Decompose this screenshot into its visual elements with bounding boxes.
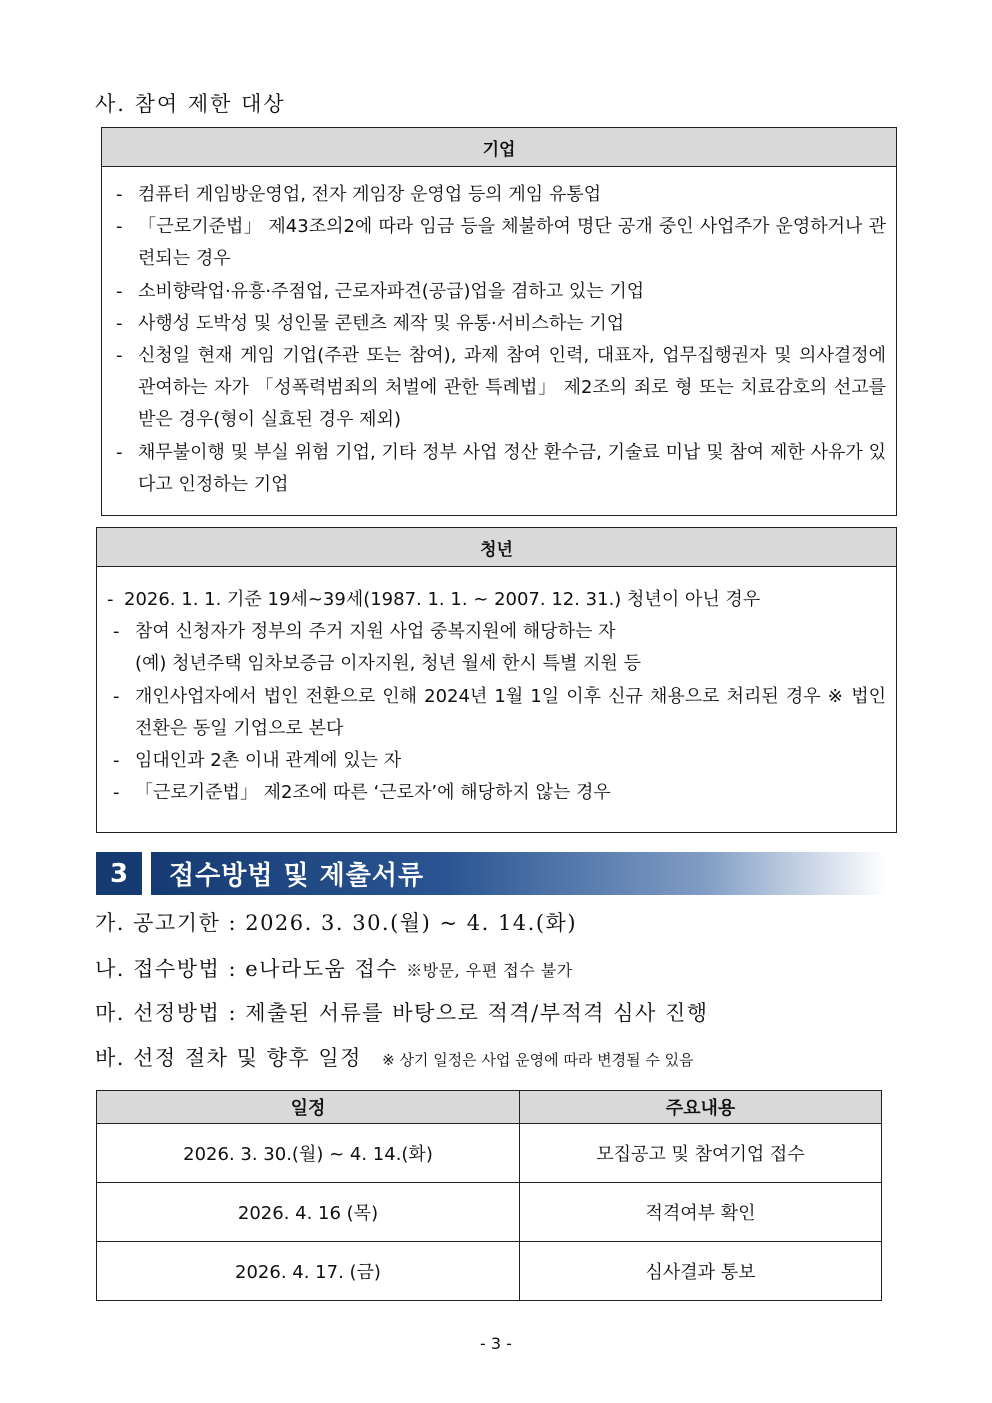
company-restriction-item-text: 「근로기준법」 제43조의2에 따라 임금 등을 체불하여 명단 공개 중인 사업주가 운영하거나 관련되는 경우 [138, 216, 886, 270]
submission-method-note: ※방문, 우편 접수 불가 [406, 961, 573, 980]
selection-procedure-note: ※ 상기 일정은 사업 운영에 따라 변경될 수 있음 [382, 1051, 694, 1069]
submission-method [95, 953, 573, 983]
schedule-date: 2026. 4. 17. (금) [97, 1242, 520, 1301]
schedule-content: 적격여부 확인 [520, 1183, 882, 1242]
youth-restriction-item-text: 「근로기준법」 제2조에 따른 ‘근로자’에 해당하지 않는 경우 [135, 782, 611, 804]
youth-restriction-item-text: 참여 신청자가 정부의 주거 지원 사업 중복지원에 해당하는 자 (예) 청년주택 임차보증금 이자지원, 청년 월세 한시 특별 지원 등 [135, 621, 641, 675]
section-banner [96, 852, 886, 895]
company-restriction-item-text: 컴퓨터 게임방운영업, 전자 게임장 운영업 등의 게임 유통업 [138, 184, 602, 205]
company-restriction-item: - 사행성 도박성 및 성인물 콘텐츠 제작 및 유통·서비스하는 기업 [116, 308, 886, 340]
youth-restriction-item-text: 개인사업자에서 법인 전환으로 인해 2024년 1월 1일 이후 신규 채용으로 처리된 경우 ※ 법인 전환은 동일 기업으로 본다 [135, 685, 886, 739]
section-heading: 사. 참여 제한 대상 [95, 92, 286, 116]
youth-restriction-box [96, 527, 897, 833]
company-restriction-item-text: 채무불이행 및 부실 위험 기업, 기타 정부 사업 정산 환수금, 기술료 미납 및 참여 제한 사유가 있다고 인정하는 기업 [138, 441, 886, 495]
selection-method: 마. 선정방법 : 제출된 서류를 바탕으로 적격/부적격 심사 진행 [95, 1001, 709, 1025]
company-restriction-item: - 소비향락업·유흥·주점업, 근로자파견(공급)업을 겸하고 있는 기업 [116, 276, 886, 308]
youth-restriction-item-text: 임대인과 2촌 이내 관계에 있는 자 [135, 750, 402, 772]
company-box-title: 기업 [102, 128, 896, 167]
company-restriction-box [101, 127, 897, 516]
schedule-header-row [97, 1091, 882, 1124]
company-restriction-item-text: 신청일 현재 게임 기업(주관 또는 참여), 과제 참여 인력, 대표자, 업무집행권자 및 의사결정에 관여하는 자가 「성폭력범죄의 처벌에 관한 특례법」 제2조의 죄로 형 또는 치료감호의 선고를 받은 경우(형이 실효된 경우 제외) [138, 345, 886, 431]
company-restriction-item-text: 소비향락업·유흥·주점업, 근로자파견(공급)업을 겸하고 있는 기업 [138, 280, 645, 302]
selection-procedure-text: 바. 선정 절차 및 향후 일정 [95, 1046, 362, 1070]
schedule-date: 2026. 4. 16 (목) [97, 1183, 520, 1242]
youth-restriction-item: - 참여 신청자가 정부의 주거 지원 사업 중복지원에 해당하는 자 (예) 청년주택 임차보증금 이자지원, 청년 월세 한시 특별 지원 등 [113, 616, 886, 680]
announcement-period: 가. 공고기한 : 2026. 3. 30.(월) ~ 4. 14.(화) [95, 911, 578, 935]
youth-box-title: 청년 [97, 528, 896, 567]
schedule-content: 심사결과 통보 [520, 1242, 882, 1301]
youth-restriction-item: - 「근로기준법」 제2조에 따른 ‘근로자’에 해당하지 않는 경우 [113, 777, 886, 809]
youth-restriction-item: - 개인사업자에서 법인 전환으로 인해 2024년 1월 1일 이후 신규 채용으로 처리된 경우 ※ 법인 전환은 동일 기업으로 본다 [113, 681, 886, 745]
section-number: 3 [96, 852, 142, 895]
schedule-date: 2026. 3. 30.(월) ~ 4. 14.(화) [97, 1124, 520, 1183]
company-restriction-item: - 컴퓨터 게임방운영업, 전자 게임장 운영업 등의 게임 유통업 [116, 179, 886, 211]
company-restriction-list [102, 167, 896, 501]
table-row [97, 1242, 882, 1301]
table-row [97, 1183, 882, 1242]
youth-intro-text: 2026. 1. 1. 기준 19세~39세(1987. 1. 1. ~ 2007. 12. 31.) 청년이 아닌 경우 [124, 589, 761, 610]
schedule-header-date: 일정 [97, 1091, 520, 1124]
section-title: 접수방법 및 제출서류 [151, 852, 886, 895]
company-restriction-item: - 신청일 현재 게임 기업(주관 또는 참여), 과제 참여 인력, 대표자, 업무집행권자 및 의사결정에 관여하는 자가 「성폭력범죄의 처벌에 관한 특례법」 제2조의 죄로 형 또는 치료감호의 선고를 받은 경우(형이 실효된 경우 제외) [116, 340, 886, 437]
youth-restriction-item: - 임대인과 2촌 이내 관계에 있는 자 [113, 745, 886, 777]
schedule-header-content: 주요내용 [520, 1091, 882, 1124]
selection-procedure [95, 1042, 694, 1072]
schedule-content: 모집공고 및 참여기업 접수 [520, 1124, 882, 1183]
company-restriction-item-text: 사행성 도박성 및 성인물 콘텐츠 제작 및 유통·서비스하는 기업 [138, 312, 625, 334]
table-row [97, 1124, 882, 1183]
submission-method-text: 나. 접수방법 : e나라도움 접수 [95, 957, 399, 981]
company-restriction-item: - 「근로기준법」 제43조의2에 따라 임금 등을 체불하여 명단 공개 중인 사업주가 운영하거나 관련되는 경우 [116, 211, 886, 275]
youth-intro-item: - 2026. 1. 1. 기준 19세~39세(1987. 1. 1. ~ 2007. 12. 31.) 청년이 아닌 경우 [107, 584, 886, 616]
page-number: - 3 - [480, 1334, 512, 1353]
company-restriction-item: - 채무불이행 및 부실 위험 기업, 기타 정부 사업 정산 환수금, 기술료 미납 및 참여 제한 사유가 있다고 인정하는 기업 [116, 437, 886, 501]
youth-restriction-list [97, 567, 896, 809]
schedule-table [96, 1090, 882, 1301]
